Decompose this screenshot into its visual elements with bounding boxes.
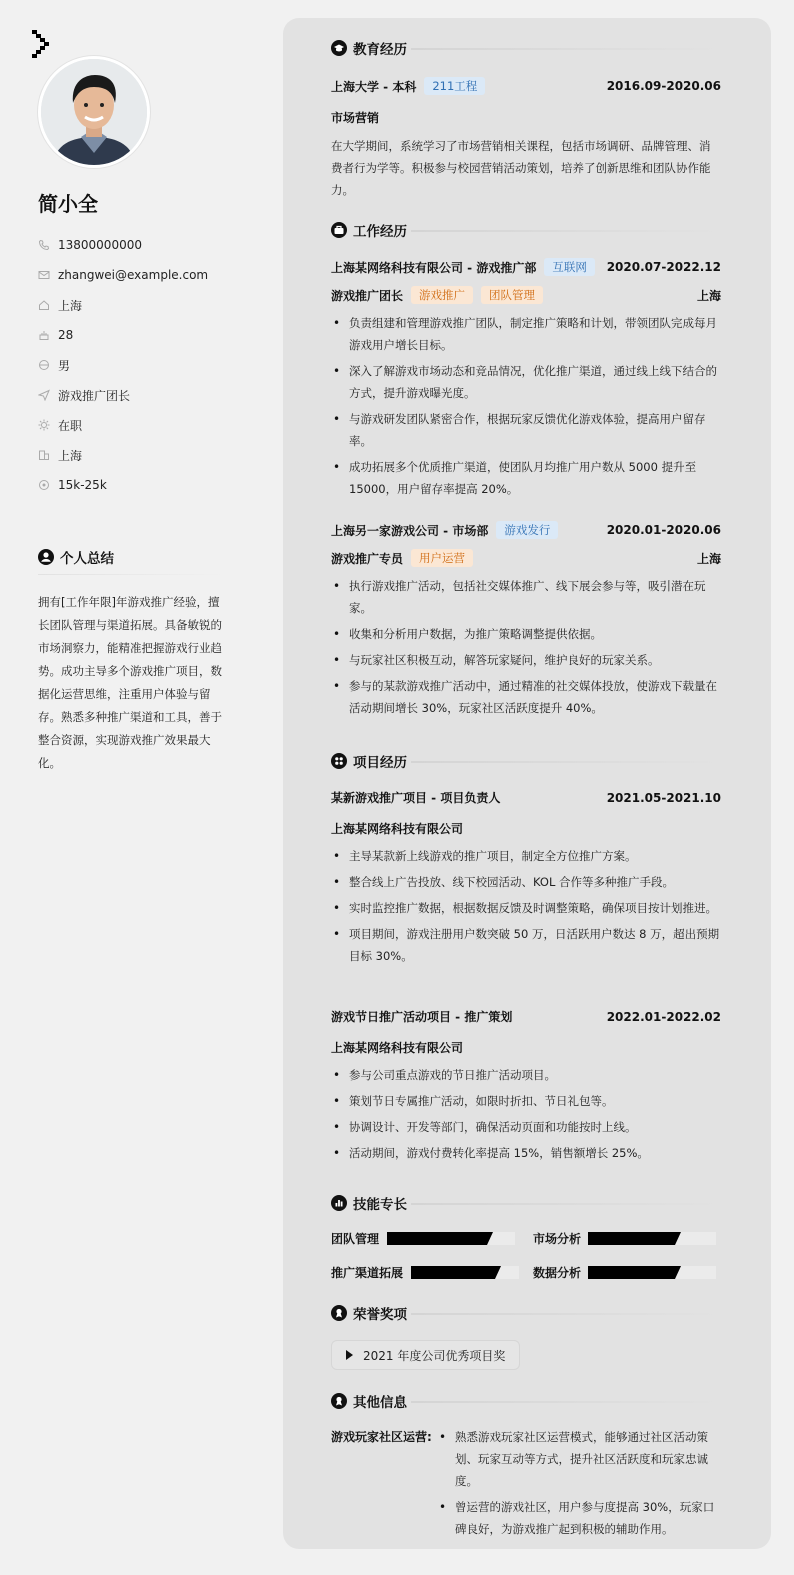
project-entry (331, 1008, 721, 1168)
award-icon (331, 1393, 347, 1409)
skill-name: 数据分析 (533, 1266, 582, 1280)
city-value: 上海 (58, 298, 83, 313)
section-other-header (331, 1391, 723, 1411)
age-value: 28 (58, 328, 74, 342)
role-tag: 团队管理 (481, 286, 543, 304)
phone-value: 13800000000 (58, 238, 142, 252)
honors-title: 荣誉奖项 (353, 1307, 407, 1323)
role-tag: 用户运营 (411, 549, 473, 567)
skill-bar-fill (588, 1266, 675, 1279)
divider (411, 1313, 723, 1315)
building-icon (38, 449, 50, 461)
company-name: 上海某网络科技有限公司 - 游戏推广部 (331, 260, 537, 275)
list-item: • 实时监控推广数据，根据数据反馈及时调整策略，确保项目按计划推进。 (331, 897, 721, 919)
project-items (331, 845, 721, 967)
contact-email (38, 260, 258, 290)
list-item: • 主导某款新上线游戏的推广项目，制定全方位推广方案。 (331, 845, 721, 867)
contact-phone (38, 230, 258, 260)
list-item: • 参与的某款游戏推广活动中，通过精准的社交媒体投放，使游戏下载量在活动期间增长 30%，玩家社区活跃度提升 40%。 (331, 675, 721, 719)
skill-name: 市场分析 (533, 1232, 582, 1246)
skill-name: 团队管理 (331, 1232, 380, 1246)
sun-icon (38, 419, 50, 431)
other-title: 其他信息 (353, 1395, 407, 1411)
work-entry (331, 521, 721, 723)
education-date: 2016.09-2020.06 (606, 79, 721, 93)
bar-chart-icon (331, 1195, 347, 1211)
divider (38, 574, 224, 575)
award-text: 2021 年度公司优秀项目奖 (363, 1348, 506, 1363)
send-icon (38, 389, 50, 401)
project-company: 上海某网络科技有限公司 (331, 822, 464, 836)
work-date: 2020.07-2022.12 (606, 260, 721, 274)
education-entry (331, 77, 721, 201)
list-item: • 收集和分析用户数据，为推广策略调整提供依据。 (331, 623, 721, 645)
job-role: 游戏推广专员 (331, 551, 404, 566)
email-value: zhangwei@example.com (58, 268, 209, 282)
other-label: 游戏玩家社区运营: (331, 1430, 432, 1444)
list-item: • 负责组建和管理游戏推广团队，制定推广策略和计划，带领团队完成每月游戏用户增长目标。 (331, 312, 721, 356)
job-role: 游戏推广团长 (331, 288, 404, 303)
skill-bar (588, 1232, 716, 1245)
summary-text: 拥有[工作年限]年游戏推广经验，擅长团队管理与渠道拓展。具备敏锐的市场洞察力，能精准把握游戏行业趋势。成功主导多个游戏推广项目，数据化运营思维，注重用户体验与留存。熟悉多种推广渠道和工具，善于整合资源，实现游戏推广效果最大化。 (38, 595, 222, 770)
job-duties (331, 575, 721, 719)
project-items (331, 1064, 721, 1164)
skill-item (533, 1230, 581, 1247)
project-date: 2021.05-2021.10 (606, 790, 721, 805)
work-title: 工作经历 (353, 224, 407, 240)
skill-bar-fill (588, 1232, 675, 1245)
industry-tag: 游戏发行 (496, 521, 558, 539)
project-name: 游戏节日推广活动项目 - 推广策划 (331, 1010, 513, 1024)
contact-salary (38, 470, 258, 500)
other-items (437, 1426, 725, 1544)
job-city: 上海 (696, 551, 721, 566)
list-item: • 策划节日专属推广活动，如限时折扣、节日礼包等。 (331, 1090, 721, 1112)
logo-icon (32, 30, 52, 58)
divider (411, 48, 723, 50)
skill-item (331, 1230, 379, 1247)
gender-value: 男 (58, 358, 71, 373)
skill-bar (588, 1266, 716, 1279)
job-city: 上海 (696, 288, 721, 303)
home-icon (38, 299, 50, 311)
education-description: 在大学期间，系统学习了市场营销相关课程，包括市场调研、品牌管理、消费者行为学等。积极参与校园营销活动策划，培养了创新思维和团队协作能力。 (331, 139, 711, 197)
skill-name: 推广渠道拓展 (331, 1266, 404, 1280)
industry-tag: 互联网 (544, 258, 595, 276)
list-item: • 整合线上广告投放、线下校园活动、KOL 合作等多种推广手段。 (331, 871, 721, 893)
work-entry (331, 258, 721, 504)
main-panel (283, 18, 771, 1549)
list-item: • 项目期间，游戏注册用户数突破 50 万，日活跃用户数达 8 万，超出预期目标 30%。 (331, 923, 721, 967)
skill-item (533, 1264, 581, 1281)
skills-title: 技能专长 (353, 1197, 407, 1213)
projects-title: 项目经历 (353, 755, 407, 771)
list-item: • 活动期间，游戏付费转化率提高 15%，销售额增长 25%。 (331, 1142, 721, 1164)
cake-icon (38, 329, 50, 341)
grid-icon (331, 753, 347, 769)
section-education-header (331, 38, 723, 58)
school-tag: 211工程 (424, 77, 485, 95)
divider (411, 761, 723, 763)
contact-city (38, 290, 258, 320)
divider (411, 1401, 723, 1403)
list-item: • 与玩家社区积极互动，解答玩家疑问，维护良好的玩家关系。 (331, 649, 721, 671)
coin-icon (38, 479, 50, 491)
position-value: 游戏推广团长 (58, 388, 131, 403)
contact-age (38, 320, 258, 350)
education-title: 教育经历 (353, 42, 407, 58)
skill-item (331, 1264, 403, 1281)
play-icon (346, 1350, 353, 1360)
job-duties (331, 312, 721, 500)
gender-icon (38, 359, 50, 371)
briefcase-icon (331, 222, 347, 238)
phone-icon (38, 239, 50, 251)
company-name: 上海另一家游戏公司 - 市场部 (331, 523, 489, 538)
skill-bar (411, 1266, 519, 1279)
section-skills-header (331, 1193, 723, 1213)
project-entry (331, 789, 721, 971)
list-item: • 协调设计、开发等部门，确保活动页面和功能按时上线。 (331, 1116, 721, 1138)
skill-bar (387, 1232, 515, 1245)
list-item: • 参与公司重点游戏的节日推广活动项目。 (331, 1064, 721, 1086)
list-item: • 曾运营的游戏社区，用户参与度提高 30%，玩家口碑良好，为游戏推广起到积极的辅助作用。 (437, 1496, 725, 1540)
contact-status (38, 410, 258, 440)
mail-icon (38, 269, 50, 281)
summary-title-text: 个人总结 (60, 551, 114, 567)
list-item: • 与游戏研发团队紧密合作，根据玩家反馈优化游戏体验，提高用户留存率。 (331, 408, 721, 452)
contact-position (38, 380, 258, 410)
contact-expected-city (38, 440, 258, 470)
divider (411, 1203, 723, 1205)
list-item: • 熟悉游戏玩家社区运营模式，能够通过社区活动策划、玩家互动等方式，提升社区活跃度和玩家忠诚度。 (437, 1426, 725, 1492)
list-item: • 深入了解游戏市场动态和竞品情况，优化推广渠道，通过线上线下结合的方式，提升游戏曝光度。 (331, 360, 721, 404)
award-icon (331, 1305, 347, 1321)
graduation-cap-icon (331, 40, 347, 56)
work-date: 2020.01-2020.06 (606, 523, 721, 537)
divider (411, 230, 723, 232)
avatar-portrait-icon (41, 59, 147, 165)
project-date: 2022.01-2022.02 (606, 1009, 721, 1024)
school-name: 上海大学 - 本科 (331, 79, 417, 94)
education-major: 市场营销 (331, 111, 380, 125)
section-honors-header (331, 1303, 723, 1323)
summary-title (38, 547, 224, 567)
status-value: 在职 (58, 418, 83, 433)
avatar (38, 56, 150, 168)
section-work-header (331, 220, 723, 240)
candidate-name: 简小全 (38, 192, 98, 216)
skill-bar-fill (387, 1232, 487, 1245)
expected-city-value: 上海 (58, 448, 83, 463)
role-tag: 游戏推广 (411, 286, 473, 304)
contact-gender (38, 350, 258, 380)
section-projects-header (331, 751, 723, 771)
list-item: • 成功拓展多个优质推广渠道，使团队月均推广用户数从 5000 提升至 15000，用户留存率提高 20%。 (331, 456, 721, 500)
award-item[interactable] (331, 1340, 520, 1370)
list-item: • 执行游戏推广活动，包括社交媒体推广、线下展会参与等，吸引潜在玩家。 (331, 575, 721, 619)
user-circle-icon (38, 549, 54, 565)
skill-bar-fill (411, 1266, 495, 1279)
personal-summary (38, 547, 224, 775)
salary-value: 15k-25k (58, 478, 107, 492)
project-company: 上海某网络科技有限公司 (331, 1041, 464, 1055)
contact-info (38, 230, 258, 500)
project-name: 某新游戏推广项目 - 项目负责人 (331, 791, 501, 805)
